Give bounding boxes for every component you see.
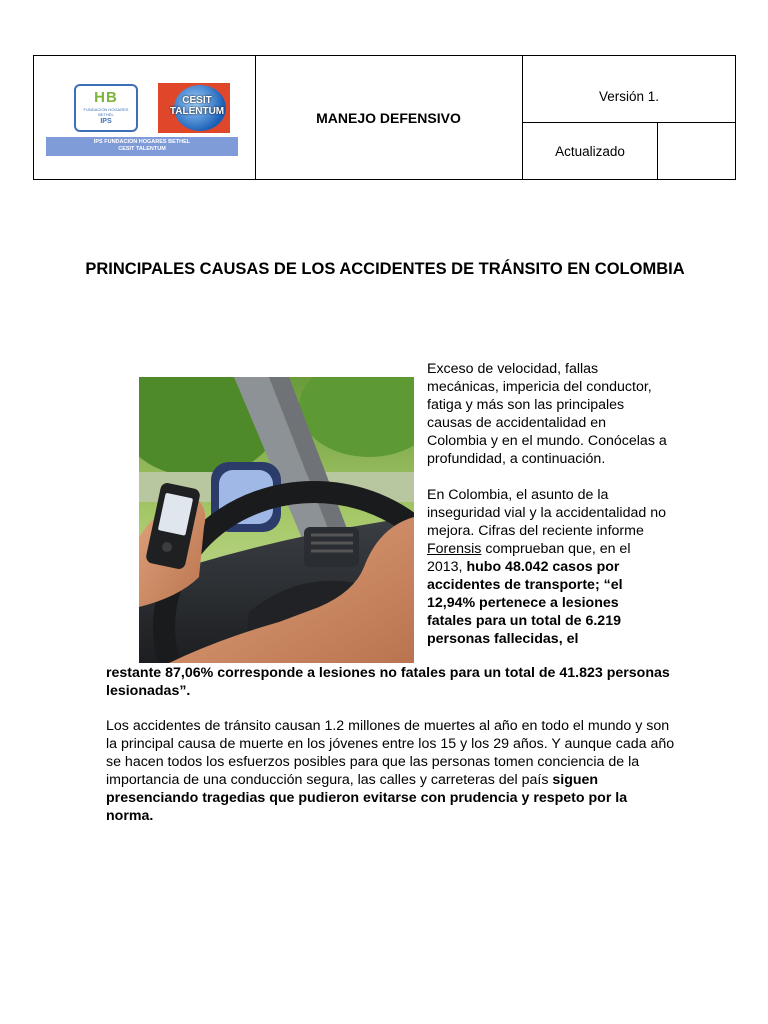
logo-band-line2: CESIT TALENTUM bbox=[118, 146, 166, 152]
hb-logo-mark: HB bbox=[94, 89, 118, 106]
cesit-talentum-logo bbox=[158, 83, 230, 133]
statistics-bold-continuation: restante 87,06% corresponde a lesiones no fatales para un total de 41.823 personas lesionadas”. bbox=[106, 665, 670, 699]
document-title: PRINCIPALES CAUSAS DE LOS ACCIDENTES DE TRÁNSITO EN COLOMBIA bbox=[85, 260, 685, 278]
updated-value bbox=[658, 123, 736, 179]
updated-label: Actualizado bbox=[523, 123, 658, 179]
driver-phone-photo bbox=[139, 377, 414, 663]
cesit-logo-text: CESIT TALENTUM bbox=[169, 95, 225, 117]
statistics-text-start: En Colombia, el asunto de la inseguridad vial y la accidentalidad no mejora. Cifras del reciente informe bbox=[427, 487, 666, 539]
forensis-link[interactable]: Forensis bbox=[427, 541, 482, 557]
right-column-text bbox=[427, 360, 667, 648]
intro-paragraph: Exceso de velocidad, fallas mecánicas, impericia del conductor, fatiga y más son las principales causas de accidentalidad en Colombia y en el mundo. Conócelas a profundidad, a continuación. bbox=[427, 361, 667, 467]
statistics-text-mid: comprueban que, en el 2013, bbox=[427, 541, 631, 575]
logo-band-line1: IPS FUNDACION HOGARES BETHEL bbox=[93, 139, 191, 145]
version-label: Versión 1. bbox=[599, 89, 660, 104]
statistics-paragraph bbox=[427, 486, 667, 648]
header-title: MANEJO DEFENSIVO bbox=[255, 56, 523, 179]
logo-cell bbox=[34, 56, 256, 179]
global-accidents-text: Los accidentes de tránsito causan 1.2 millones de muertes al año en todo el mundo y son la principal causa de muerte en los jóvenes entre los 15 y los 29 años. Y aunque cada año se hacen todos los esfuerzos posibles para que las personas tomen conciencia de la importancia de una conducción segura, las calles y carreteras del país bbox=[106, 718, 675, 788]
global-accidents-bold-text: siguen presenciando tragedias que pudieron evitarse con prudencia y respeto por la norma. bbox=[106, 772, 628, 824]
logo-band bbox=[46, 137, 238, 156]
statistics-bold-text: hubo 48.042 casos por accidentes de transporte; “el 12,94% pertenece a lesiones fatales para un total de 6.219 personas fallecidas, el bbox=[427, 559, 623, 647]
version-cell bbox=[523, 56, 736, 123]
global-accidents-paragraph bbox=[106, 717, 676, 825]
hogares-bethel-logo bbox=[74, 84, 138, 132]
hb-logo-ips: IPS bbox=[100, 118, 112, 125]
document-header-table bbox=[33, 55, 736, 180]
hb-logo-subtitle: FUNDACION HOGARES BETHEL bbox=[83, 107, 129, 117]
